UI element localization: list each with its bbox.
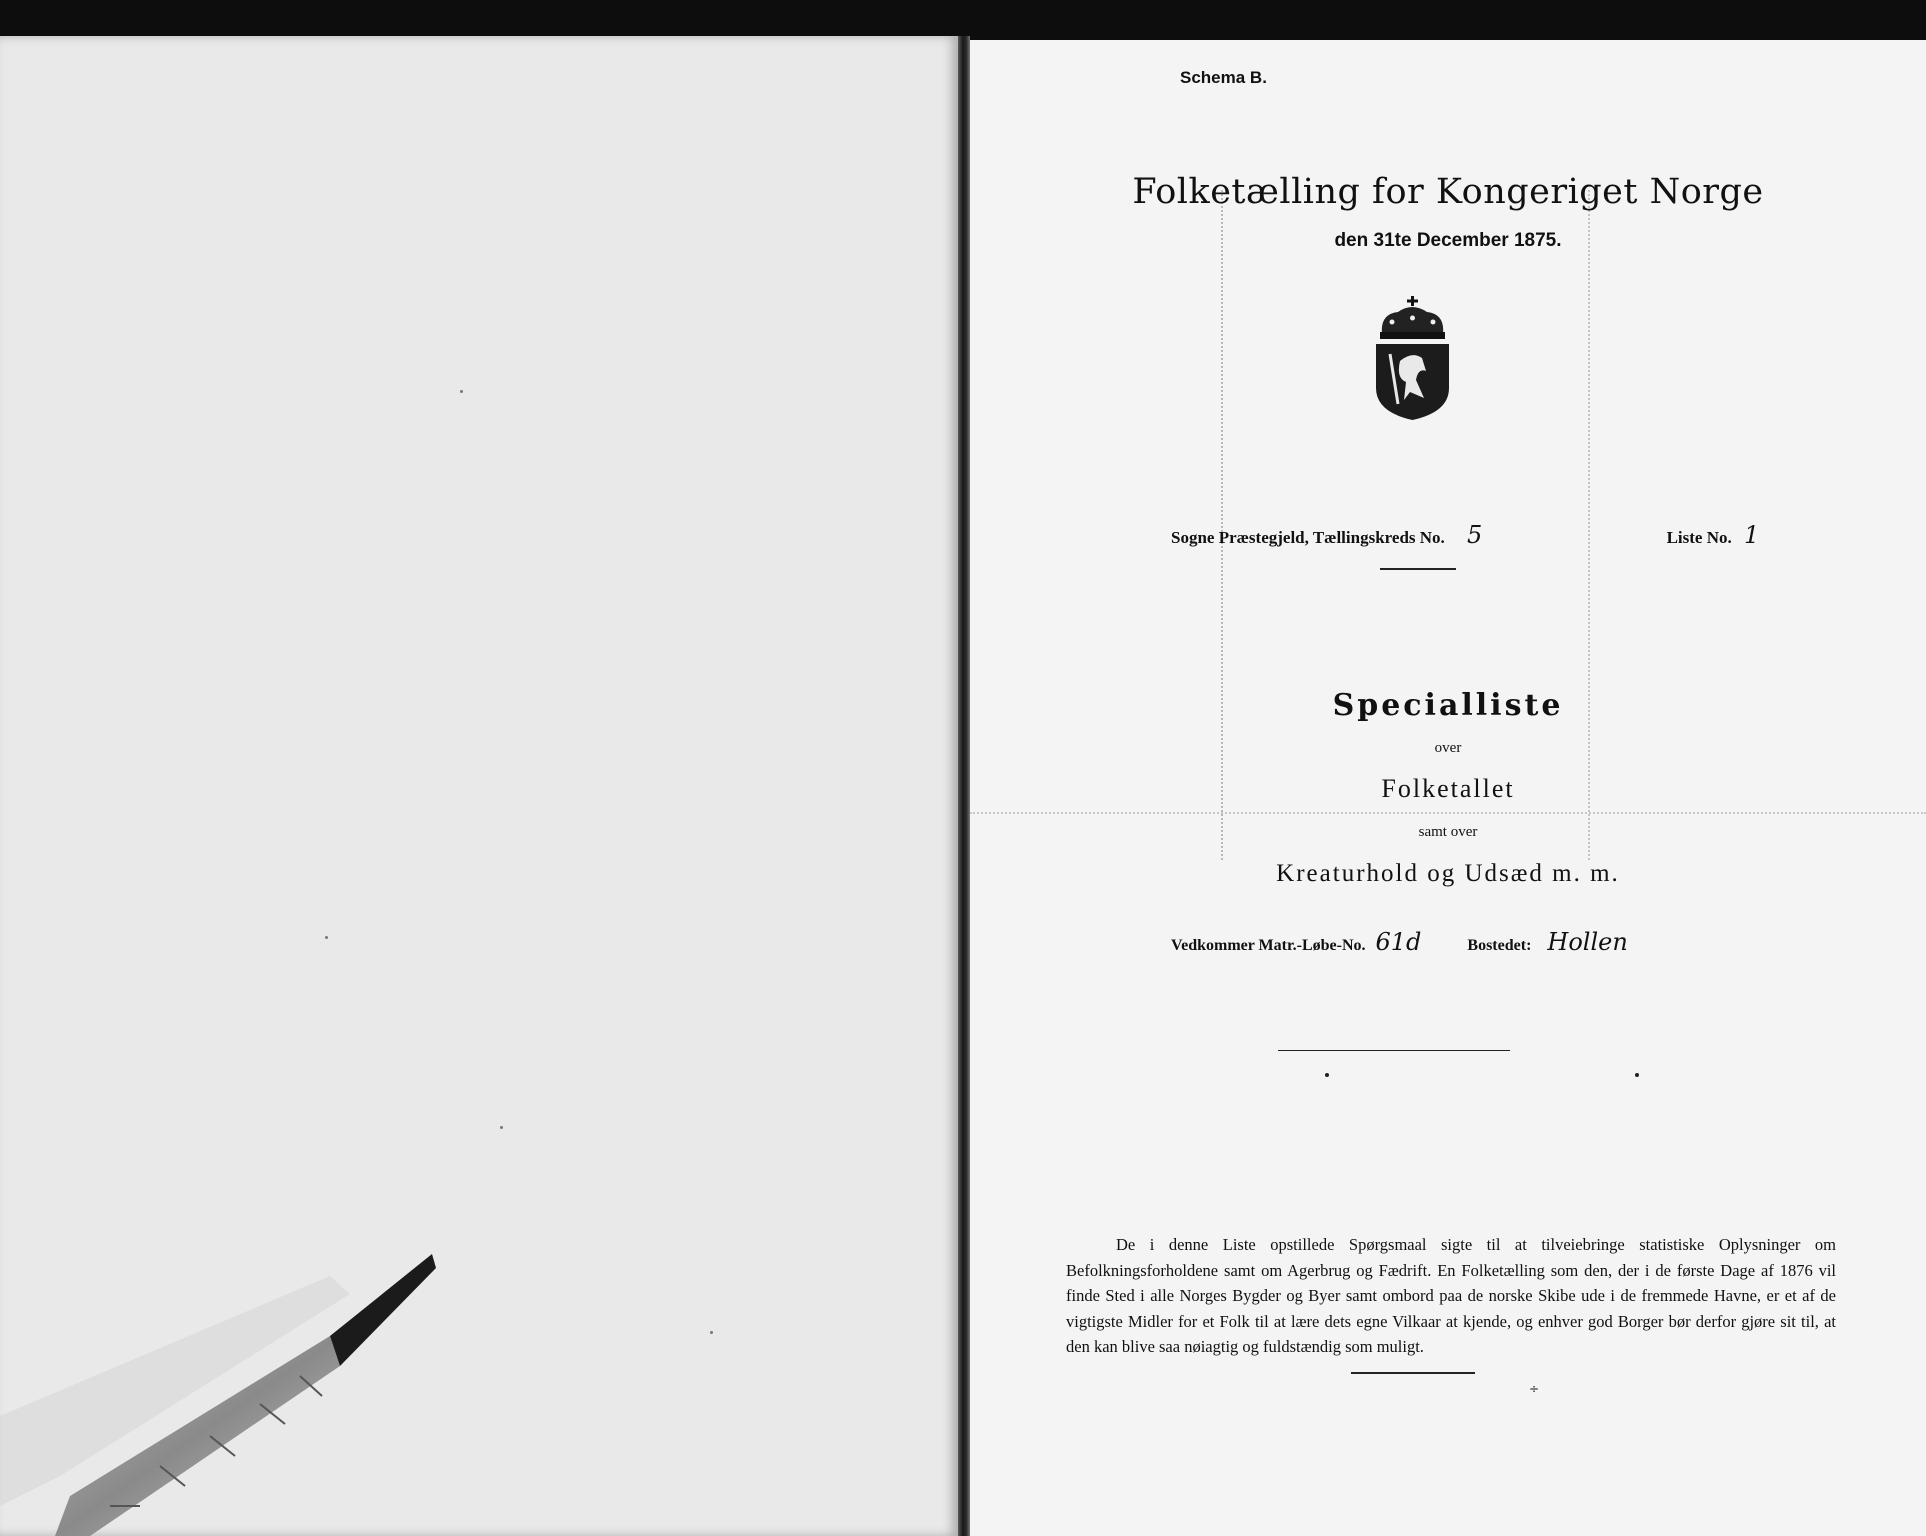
district-line — [1171, 521, 1759, 549]
instruction-paragraph: De i denne Liste opstillede Spørgsmaal sigte til at tilveiebringe statistiske Oplysninger om Befolkningsforholdene samt om Agerbrug og Fædrift. En Folketælling som den, der i de første Dage af 1876 vil finde Sted i alle Norges Bygder og Byer samt ombord paa de norske Skibe ude i de fremmede Havne, er et af de vigtigste Midler for et Folk til at lære dets egne Vilkaar at kjende, og enhver god Borger bør derfor gjøre sit til, at den kan blive saa nøiagtig og fuldstændig som muligt. — [1066, 1235, 1836, 1356]
left-blank-page — [0, 36, 958, 1536]
fold-line — [970, 812, 1926, 816]
schema-label: Schema B. — [1180, 68, 1267, 87]
matr-line — [1171, 928, 1628, 956]
liste-value: 1 — [1744, 521, 1760, 549]
ornament-icon: ÷ — [1529, 1382, 1540, 1396]
divider — [1278, 1050, 1510, 1051]
matr-value: 61d — [1375, 928, 1422, 956]
matr-label: Vedkommer Matr.-Løbe-No. — [1171, 937, 1366, 954]
divider — [1380, 568, 1456, 570]
liste-label: Liste No. — [1666, 528, 1732, 547]
divider — [1351, 1372, 1475, 1374]
coat-of-arms-icon — [1370, 296, 1455, 421]
kreds-label: Tællingskreds No. — [1312, 528, 1445, 547]
census-form-page — [970, 40, 1926, 1536]
kreds-value: 5 — [1467, 521, 1483, 549]
date-line: den 31te December 1875. — [1334, 230, 1562, 251]
ornament-dot — [1325, 1073, 1329, 1077]
pencil-image — [0, 36, 958, 1536]
book-gutter — [958, 36, 970, 1536]
form-title: Folketælling for Kongeriget Norge — [1132, 172, 1764, 212]
heading: Specialliste — [1332, 688, 1564, 723]
ornament-dot — [1635, 1073, 1639, 1077]
bosted-label: Bostedet: — [1467, 937, 1532, 954]
kreaturhold-heading: Kreaturhold og Udsæd m. m. — [1276, 860, 1620, 887]
prestegjeld-label: Præstegjeld, — [1218, 528, 1309, 547]
over-text: over — [1434, 740, 1462, 756]
samt-over-text: samt over — [1418, 824, 1478, 840]
folketallet-heading: Folketallet — [1381, 774, 1515, 803]
bosted-value: Hollen — [1547, 928, 1628, 956]
prestegjeld-name: Sogne — [1171, 528, 1215, 547]
